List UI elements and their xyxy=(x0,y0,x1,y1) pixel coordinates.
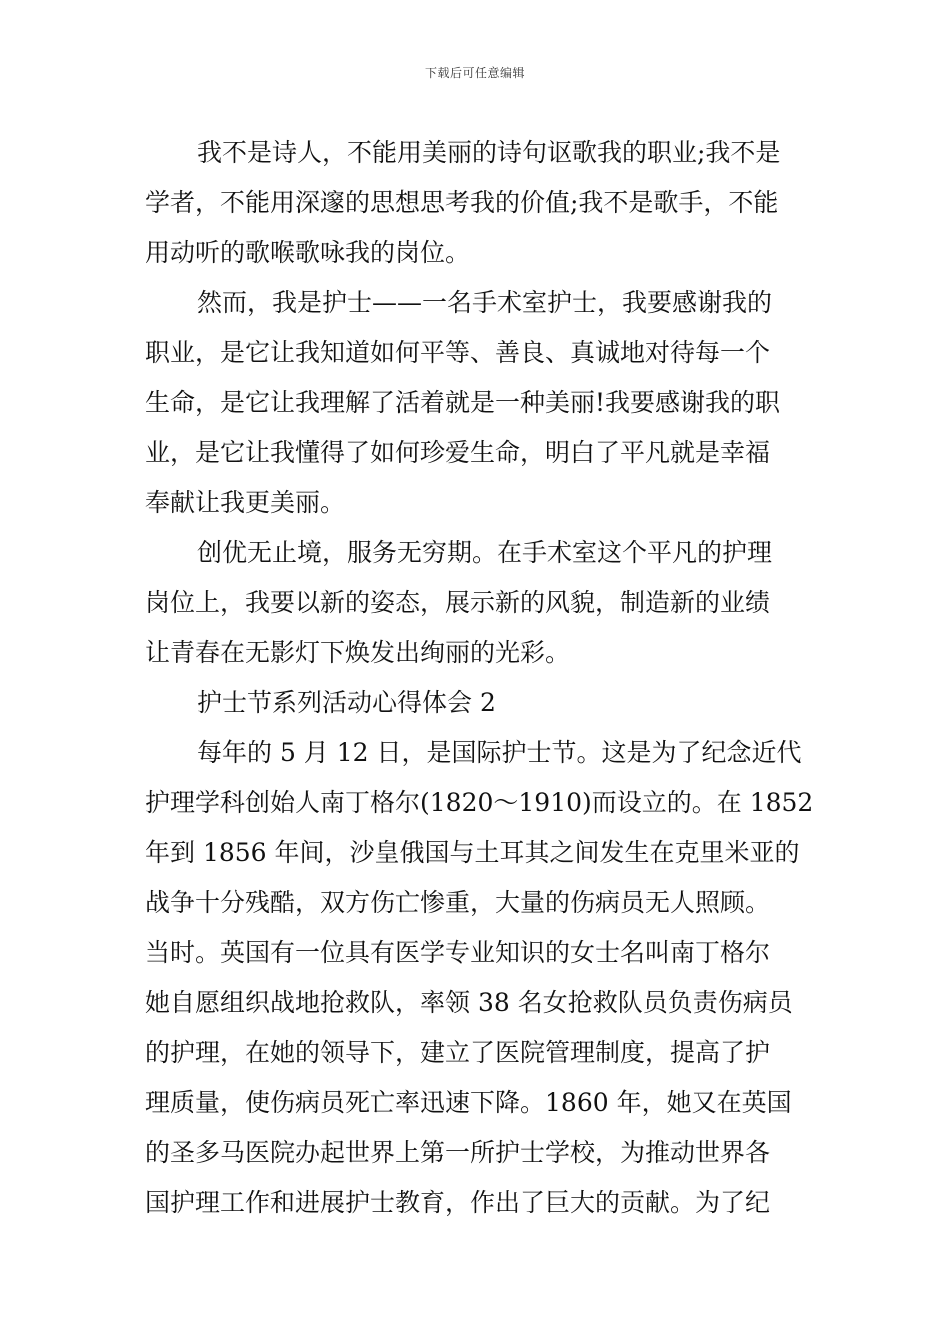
text-line: 她自愿组织战地抢救队，率领 38 名女抢救队员负责伤病员 xyxy=(145,988,793,1017)
text-line: 我不是诗人，不能用美丽的诗句讴歌我的职业;我不是 xyxy=(197,138,781,167)
document-body xyxy=(145,128,814,1228)
text-line: 职业，是它让我知道如何平等、善良、真诚地对待每一个 xyxy=(145,338,771,367)
text-line: 年到 1856 年间，沙皇俄国与土耳其之间发生在克里米亚的 xyxy=(145,838,800,867)
section-heading: 护士节系列活动心得体会 2 xyxy=(197,688,496,717)
text-line: 然而，我是护士——一名手术室护士，我要感谢我的 xyxy=(197,288,773,317)
text-line: 每年的 5 月 12 日，是国际护士节。这是为了纪念近代 xyxy=(197,738,802,767)
text-line: 学者，不能用深邃的思想思考我的价值;我不是歌手，不能 xyxy=(145,188,779,217)
text-line: 护理学科创始人南丁格尔(1820～1910)而设立的。在 1852 xyxy=(145,788,814,817)
text-line: 理质量，使伤病员死亡率迅速下降。1860 年，她又在英国 xyxy=(145,1088,792,1117)
text-line: 国护理工作和进展护士教育，作出了巨大的贡献。为了纪 xyxy=(145,1188,771,1217)
text-line: 战争十分残酷，双方伤亡惨重，大量的伤病员无人照顾。 xyxy=(145,888,771,917)
text-line: 岗位上，我要以新的姿态，展示新的风貌，制造新的业绩 xyxy=(145,588,771,617)
text-line: 当时。英国有一位具有医学专业知识的女士名叫南丁格尔 xyxy=(145,938,771,967)
text-line: 创优无止境，服务无穷期。在手术室这个平凡的护理 xyxy=(197,538,773,567)
text-line: 的护理，在她的领导下，建立了医院管理制度，提高了护 xyxy=(145,1038,771,1067)
text-line: 业，是它让我懂得了如何珍爱生命，明白了平凡就是幸福 xyxy=(145,438,771,467)
page-header-note: 下载后可任意编辑 xyxy=(424,66,525,80)
text-line: 生命，是它让我理解了活着就是一种美丽!我要感谢我的职 xyxy=(145,388,781,417)
text-line: 奉献让我更美丽。 xyxy=(145,488,346,517)
text-line: 的圣多马医院办起世界上第一所护士学校，为推动世界各 xyxy=(145,1138,771,1167)
text-line: 让青春在无影灯下焕发出绚丽的光彩。 xyxy=(145,638,571,667)
text-line: 用动听的歌喉歌咏我的岗位。 xyxy=(145,238,471,267)
